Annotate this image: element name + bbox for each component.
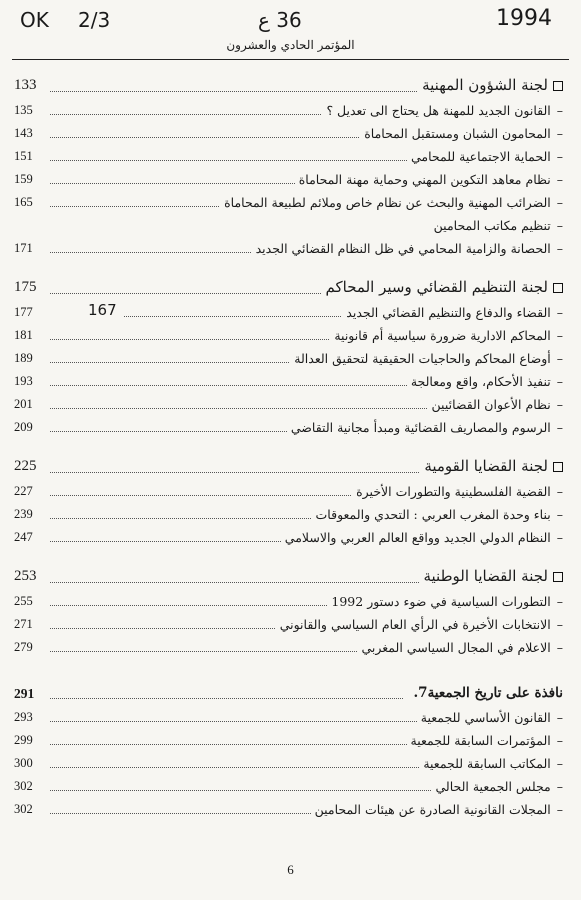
toc-entry: 143 –المحامون الشبان ومستقبل المحاماة	[14, 122, 563, 145]
toc-entry: 247 –النظام الدولي الجديد وواقع العالم العربي والاسلامي	[14, 526, 563, 549]
toc-entry: –تنظيم مكاتب المحامين	[14, 214, 563, 237]
entry-title: القانون الأساسي للجمعية	[420, 710, 551, 725]
page-number: 227	[14, 484, 33, 498]
toc-entry: 255 –التطورات السياسية في ضوء دستور 1992	[14, 590, 563, 613]
section-title: لجنة الشؤون المهنية	[422, 76, 548, 94]
toc-section	[14, 563, 563, 590]
page-number: 177	[14, 305, 33, 319]
page-number: 175	[14, 279, 37, 295]
entry-title: المؤتمرات السابقة للجمعية	[410, 733, 551, 748]
toc-section	[14, 72, 563, 99]
toc-group-history	[14, 681, 563, 821]
entry-title: تنفيذ الأحكام، واقع ومعالجة	[410, 374, 551, 389]
toc-group-judicial	[14, 274, 563, 439]
entry-title: الاعلام في المجال السياسي المغربي	[361, 640, 551, 655]
toc-entry: 151 –الحماية الاجتماعية للمحامي	[14, 145, 563, 168]
checkbox-square-icon	[553, 462, 563, 472]
checkbox-square-icon	[553, 572, 563, 582]
page-number: 189	[14, 351, 33, 365]
page-number: 279	[14, 640, 33, 654]
page-number: 299	[14, 733, 33, 747]
entry-title: القضية الفلسطينية والتطورات الأخيرة	[356, 484, 551, 499]
entry-title: المحاكم الادارية ضرورة سياسية أم قانونية	[334, 328, 551, 343]
toc-entry: 302 –المجلات القانونية الصادرة عن هيئات المحامين	[14, 798, 563, 821]
section-title: لجنة القضايا القومية	[424, 457, 548, 475]
page-header-title: المؤتمر الحادي والعشرون	[226, 38, 355, 52]
page-number-footer: 6	[287, 862, 294, 877]
entry-title: بناء وحدة المغرب العربي : التحدي والمعوقات	[315, 507, 551, 522]
entry-title: القانون الجديد للمهنة هل يحتاج الى تعديل ؟	[326, 103, 551, 118]
handwritten-fraction: 2/3	[78, 8, 111, 32]
page-number: 159	[14, 172, 33, 186]
section-title: لجنة القضايا الوطنية	[423, 567, 548, 585]
chapter-title: نافذة على تاريخ الجمعية	[427, 685, 563, 701]
handwritten-year: 1994	[496, 6, 552, 31]
page-number: 135	[14, 103, 33, 117]
toc-entry: 201 –نظام الأعوان القضائيين	[14, 393, 563, 416]
toc-section	[14, 274, 563, 301]
handwritten-ok: OK	[20, 8, 49, 32]
entry-title: الضرائب المهنية والبحث عن نظام خاص وملائم لطبيعة المحاماة	[224, 195, 551, 210]
page-number: 247	[14, 530, 33, 544]
entry-title: أوضاع المحاكم والحاجيات الحقيقية لتحقيق العدالة	[294, 351, 551, 366]
toc-entry: 299 –المؤتمرات السابقة للجمعية	[14, 729, 563, 752]
table-of-contents	[14, 72, 563, 835]
toc-entry: 135 –القانون الجديد للمهنة هل يحتاج الى تعديل ؟	[14, 99, 563, 122]
entry-title: مجلس الجمعية الحالي	[435, 779, 551, 794]
page-number: 291	[14, 686, 35, 701]
page-number: 239	[14, 507, 33, 521]
chapter-number: 7.	[413, 685, 428, 701]
entry-title: نظام الأعوان القضائيين	[431, 397, 551, 412]
page-number: 181	[14, 328, 33, 342]
page-number: 143	[14, 126, 33, 140]
toc-entry: 189 –أوضاع المحاكم والحاجيات الحقيقية لتحقيق العدالة	[14, 347, 563, 370]
entry-title: الانتخابات الأخيرة في الرأي العام السياسي والقانوني	[279, 617, 551, 632]
toc-chapter	[14, 681, 563, 706]
handwritten-note: 167	[88, 301, 117, 319]
toc-entry: 271 –الانتخابات الأخيرة في الرأي العام السياسي والقانوني	[14, 613, 563, 636]
page-number: 293	[14, 710, 33, 724]
page-number: 209	[14, 420, 33, 434]
header-rule	[12, 59, 569, 60]
entry-title: الحماية الاجتماعية للمحامي	[411, 149, 551, 164]
entry-title: الحصانة والزامية المحامي في ظل النظام القضائي الجديد	[255, 241, 551, 256]
toc-group-domestic-issues	[14, 563, 563, 659]
page-number: 302	[14, 802, 33, 816]
toc-entry: 302 –مجلس الجمعية الحالي	[14, 775, 563, 798]
toc-entry: 239 –بناء وحدة المغرب العربي : التحدي والمعوقات	[14, 503, 563, 526]
page-number: 171	[14, 241, 33, 255]
entry-title: تنظيم مكاتب المحامين	[433, 218, 551, 233]
entry-title: التطورات السياسية في ضوء دستور 1992	[331, 594, 551, 609]
checkbox-square-icon	[553, 81, 563, 91]
toc-entry: 165 –الضرائب المهنية والبحث عن نظام خاص وملائم لطبيعة المحاماة	[14, 191, 563, 214]
entry-title: القضاء والدفاع والتنظيم القضائي الجديد	[346, 305, 551, 320]
toc-entry: 209 –الرسوم والمصاريف القضائية ومبدأ مجانية التقاضي	[14, 416, 563, 439]
toc-section	[14, 453, 563, 480]
entry-title: نظام معاهد التكوين المهني وحماية مهنة المحاماة	[298, 172, 551, 187]
handwritten-code: 36 ع	[258, 8, 302, 32]
page-number: 253	[14, 568, 37, 584]
toc-entry: 159 –نظام معاهد التكوين المهني وحماية مهنة المحاماة	[14, 168, 563, 191]
page-number: 151	[14, 149, 33, 163]
toc-entry: 300 –المكاتب السابقة للجمعية	[14, 752, 563, 775]
toc-group-national-issues	[14, 453, 563, 549]
page-number: 201	[14, 397, 33, 411]
page-number: 193	[14, 374, 33, 388]
toc-entry: 193 –تنفيذ الأحكام، واقع ومعالجة	[14, 370, 563, 393]
toc-entry: 293 –القانون الأساسي للجمعية	[14, 706, 563, 729]
page-number: 165	[14, 195, 33, 209]
toc-entry: 181 –المحاكم الادارية ضرورة سياسية أم قانونية	[14, 324, 563, 347]
toc-entry: 279 –الاعلام في المجال السياسي المغربي	[14, 636, 563, 659]
section-title: لجنة التنظيم القضائي وسير المحاكم	[325, 278, 548, 296]
page-number: 225	[14, 458, 37, 474]
entry-title: الرسوم والمصاريف القضائية ومبدأ مجانية التقاضي	[290, 420, 551, 435]
toc-group-professional	[14, 72, 563, 260]
page-number: 133	[14, 77, 37, 93]
page-number: 302	[14, 779, 33, 793]
page-number: 271	[14, 617, 33, 631]
page-number: 255	[14, 594, 33, 608]
entry-title: المجلات القانونية الصادرة عن هيئات المحامين	[314, 802, 551, 817]
checkbox-square-icon	[553, 283, 563, 293]
entry-title: المكاتب السابقة للجمعية	[423, 756, 551, 771]
entry-title: المحامون الشبان ومستقبل المحاماة	[364, 126, 551, 141]
toc-entry: 227 –القضية الفلسطينية والتطورات الأخيرة	[14, 480, 563, 503]
page-number: 300	[14, 756, 33, 770]
toc-entry: 177 167 –القضاء والدفاع والتنظيم القضائي الجديد	[14, 301, 563, 324]
entry-title: النظام الدولي الجديد وواقع العالم العربي والاسلامي	[284, 530, 551, 545]
toc-entry: 171 –الحصانة والزامية المحامي في ظل النظام القضائي الجديد	[14, 237, 563, 260]
